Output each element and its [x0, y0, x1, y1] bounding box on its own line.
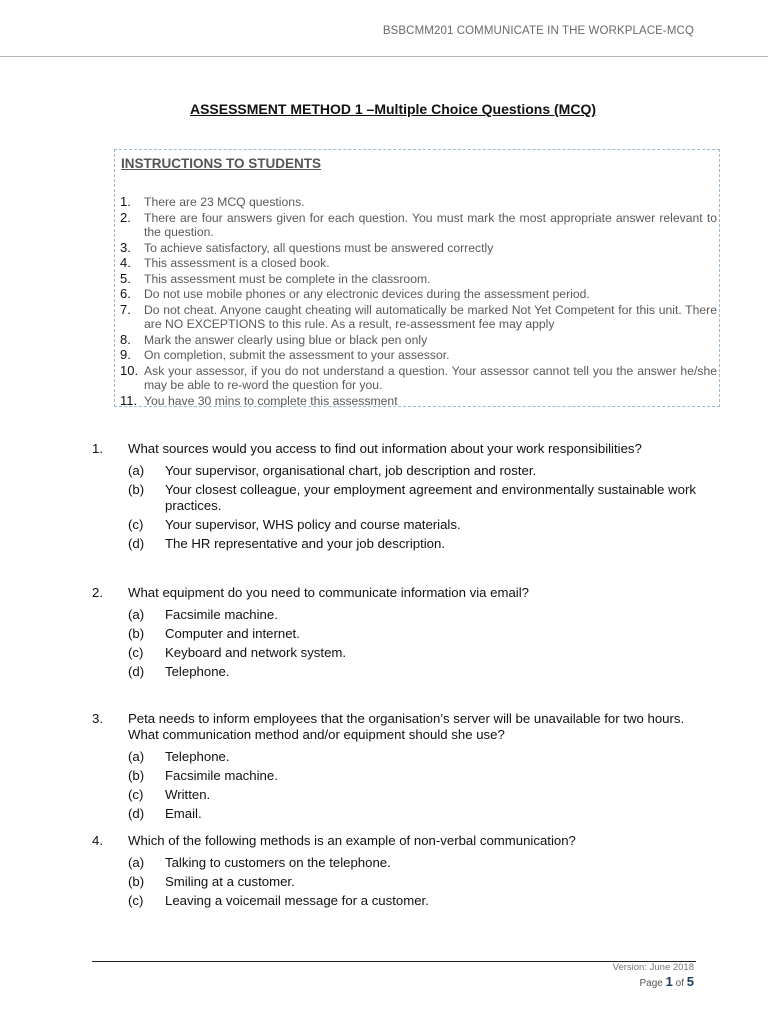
- instruction-number: 7.: [120, 301, 131, 317]
- answer-options: [128, 749, 696, 822]
- question-number: 4.: [92, 833, 103, 848]
- instruction-number: 4.: [120, 255, 131, 270]
- option-letter: (c): [128, 645, 144, 660]
- option-text: Smiling at a customer.: [165, 874, 295, 889]
- option-letter: (a): [128, 607, 145, 622]
- question-text: Peta needs to inform employees that the organisation’s server will be unavailable for two hours. What communication method and/or equipment should she use?: [128, 710, 685, 742]
- option-letter: (d): [128, 535, 145, 551]
- question-number: 2.: [92, 585, 103, 600]
- question-text: What equipment do you need to communicate information via email?: [128, 585, 529, 600]
- instruction-item: [120, 364, 717, 393]
- footer-version: Version: June 2018: [612, 962, 694, 973]
- instruction-number: 2.: [120, 209, 131, 225]
- instruction-item: [120, 394, 717, 409]
- option-text: Computer and internet.: [165, 626, 300, 641]
- instruction-item: [120, 272, 717, 287]
- option-letter: (a): [128, 463, 145, 478]
- instruction-item: [120, 287, 717, 302]
- answer-option: [128, 517, 696, 533]
- page-total: 5: [686, 974, 694, 989]
- page-indicator: [0, 974, 694, 989]
- instruction-item: [120, 195, 717, 210]
- instruction-number: 8.: [120, 331, 131, 347]
- option-letter: (b): [128, 626, 145, 641]
- option-letter: (d): [128, 805, 145, 821]
- option-text: Your supervisor, organisational chart, job description and roster.: [165, 463, 537, 478]
- instruction-item: [120, 303, 717, 332]
- instruction-item: [120, 333, 717, 348]
- instruction-text: Do not use mobile phones or any electronic devices during the assessment period.: [144, 287, 590, 301]
- answer-option: [128, 874, 696, 890]
- header-divider: [0, 56, 768, 57]
- question-number: 1.: [92, 441, 103, 456]
- instruction-text: There are 23 MCQ questions.: [144, 195, 305, 209]
- instruction-text: This assessment must be complete in the classroom.: [144, 271, 431, 286]
- page-of-label: of: [675, 978, 684, 989]
- option-letter: (c): [128, 893, 144, 908]
- option-text: Leaving a voicemail message for a customer.: [165, 893, 429, 908]
- answer-option: [128, 536, 696, 552]
- option-text: Facsimile machine.: [165, 607, 278, 622]
- instruction-number: 5.: [120, 270, 131, 286]
- option-text: Keyboard and network system.: [165, 645, 347, 660]
- instruction-number: 10.: [120, 362, 139, 378]
- answer-option: [128, 463, 696, 479]
- document-header: BSBCMM201 COMMUNICATE IN THE WORKPLACE-MCQ: [382, 25, 694, 37]
- question-number: 3.: [92, 710, 103, 726]
- document-title: ASSESSMENT METHOD 1 –Multiple Choice Questions (MCQ): [189, 101, 597, 117]
- instructions-list: [120, 195, 717, 409]
- question: [92, 833, 696, 909]
- answer-option: [128, 607, 696, 623]
- answer-options: [128, 607, 696, 680]
- option-letter: (a): [128, 855, 145, 870]
- option-letter: (b): [128, 767, 145, 783]
- option-text: Written.: [165, 786, 211, 802]
- question: [92, 441, 696, 551]
- instruction-item: [120, 348, 717, 363]
- answer-options: [128, 855, 696, 909]
- instruction-number: 3.: [120, 239, 131, 255]
- question: [92, 711, 696, 822]
- option-text: Telephone.: [165, 664, 230, 679]
- instruction-text: On completion, submit the assessment to your assessor.: [144, 348, 450, 362]
- option-text: Facsimile machine.: [165, 767, 278, 783]
- instruction-item: [120, 241, 717, 256]
- option-text: Your supervisor, WHS policy and course materials.: [165, 516, 461, 532]
- answer-option: [128, 664, 696, 680]
- answer-option: [128, 482, 696, 513]
- instruction-text: To achieve satisfactory, all questions must be answered correctly: [144, 240, 494, 255]
- answer-option: [128, 806, 696, 822]
- instructions-heading: INSTRUCTIONS TO STUDENTS: [121, 156, 322, 171]
- instruction-number: 11.: [120, 392, 138, 408]
- answer-option: [128, 768, 696, 784]
- answer-option: [128, 787, 696, 803]
- instruction-text: You have 30 mins to complete this assessment: [144, 393, 398, 408]
- option-text: Talking to customers on the telephone.: [165, 855, 391, 870]
- option-letter: (b): [128, 874, 145, 889]
- instruction-text: There are four answers given for each question. You must mark the most appropriate answer relevant to the question.: [144, 210, 717, 239]
- instruction-text: Do not cheat. Anyone caught cheating will automatically be marked Not Yet Competent for this unit. There are NO EXCEPTIONS to this rule. As a result, re-assessment fee may apply: [144, 302, 717, 331]
- answer-option: [128, 749, 696, 765]
- instruction-text: Ask your assessor, if you do not understand a question. Your assessor cannot tell you the answer he/she may be able to re-word the question for you.: [144, 363, 717, 392]
- answer-option: [128, 855, 696, 871]
- option-letter: (c): [128, 516, 144, 532]
- page-number: 1: [665, 974, 673, 989]
- option-letter: (a): [128, 748, 145, 764]
- instruction-text: This assessment is a closed book.: [144, 256, 330, 270]
- option-letter: (b): [128, 482, 145, 497]
- instruction-number: 6.: [120, 286, 131, 301]
- instruction-item: [120, 256, 717, 271]
- instruction-number: 1.: [120, 194, 131, 209]
- answer-option: [128, 893, 696, 909]
- instruction-number: 9.: [120, 347, 131, 362]
- answer-option: [128, 626, 696, 642]
- page-label: Page: [639, 978, 663, 989]
- option-letter: (c): [128, 786, 144, 802]
- option-text: Telephone.: [165, 748, 230, 764]
- option-text: Email.: [165, 805, 202, 821]
- answer-option: [128, 645, 696, 661]
- instruction-item: [120, 211, 717, 240]
- question-text: What sources would you access to find out information about your work responsibilities?: [128, 441, 642, 456]
- option-letter: (d): [128, 664, 145, 679]
- question: [92, 585, 696, 680]
- instruction-text: Mark the answer clearly using blue or black pen only: [144, 332, 428, 347]
- option-text: Your closest colleague, your employment agreement and environmentally sustainable work practices.: [165, 482, 696, 513]
- question-text: Which of the following methods is an example of non-verbal communication?: [128, 833, 576, 848]
- answer-options: [128, 463, 696, 551]
- question-list: [92, 441, 696, 912]
- option-text: The HR representative and your job description.: [165, 535, 446, 551]
